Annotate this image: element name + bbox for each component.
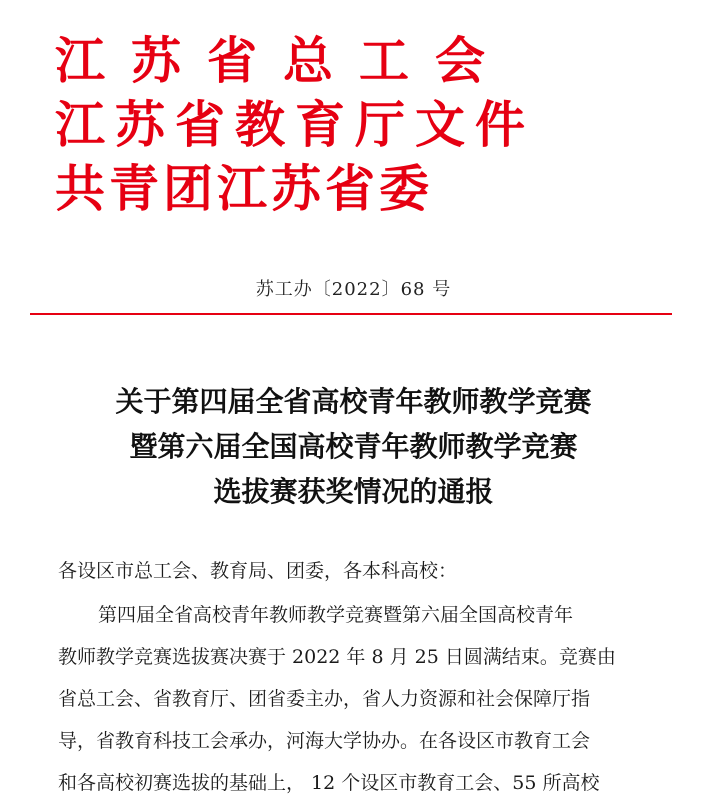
body-text-line: 教师教学竞赛选拔赛决赛于 2022 年 8 月 25 日圆满结束。竞赛由: [58, 646, 616, 668]
issuer-line-youth-league-committee: 共青团江苏省委: [55, 160, 433, 218]
issuer-line-education-department: 江苏省教育厅文件: [55, 96, 535, 154]
red-divider-line: [30, 313, 672, 315]
body-text-line: 导，省教育科技工会承办，河海大学协办。在各设区市教育工会: [58, 730, 591, 752]
salutation: 各设区市总工会、教育局、团委，各本科高校：: [58, 560, 458, 582]
body-text-line: 和各高校初赛选拔的基础上， 12 个设区市教育工会、55 所高校: [58, 772, 600, 794]
document-number: 苏工办〔2022〕68 号: [255, 279, 452, 300]
document-title-line-3: 选拔赛获奖情况的通报: [213, 475, 494, 508]
document-title-line-2: 暨第六届全国高校青年教师教学竞赛: [129, 430, 578, 463]
document-title-line-1: 关于第四届全省高校青年教师教学竞赛: [115, 385, 592, 418]
body-text-line: 第四届全省高校青年教师教学竞赛暨第六届全国高校青年: [98, 604, 574, 626]
issuer-line-provincial-federation-of-trade-unions: 江苏省总工会: [55, 32, 511, 90]
body-text-line: 省总工会、省教育厅、团省委主办，省人力资源和社会保障厅指: [58, 688, 591, 710]
